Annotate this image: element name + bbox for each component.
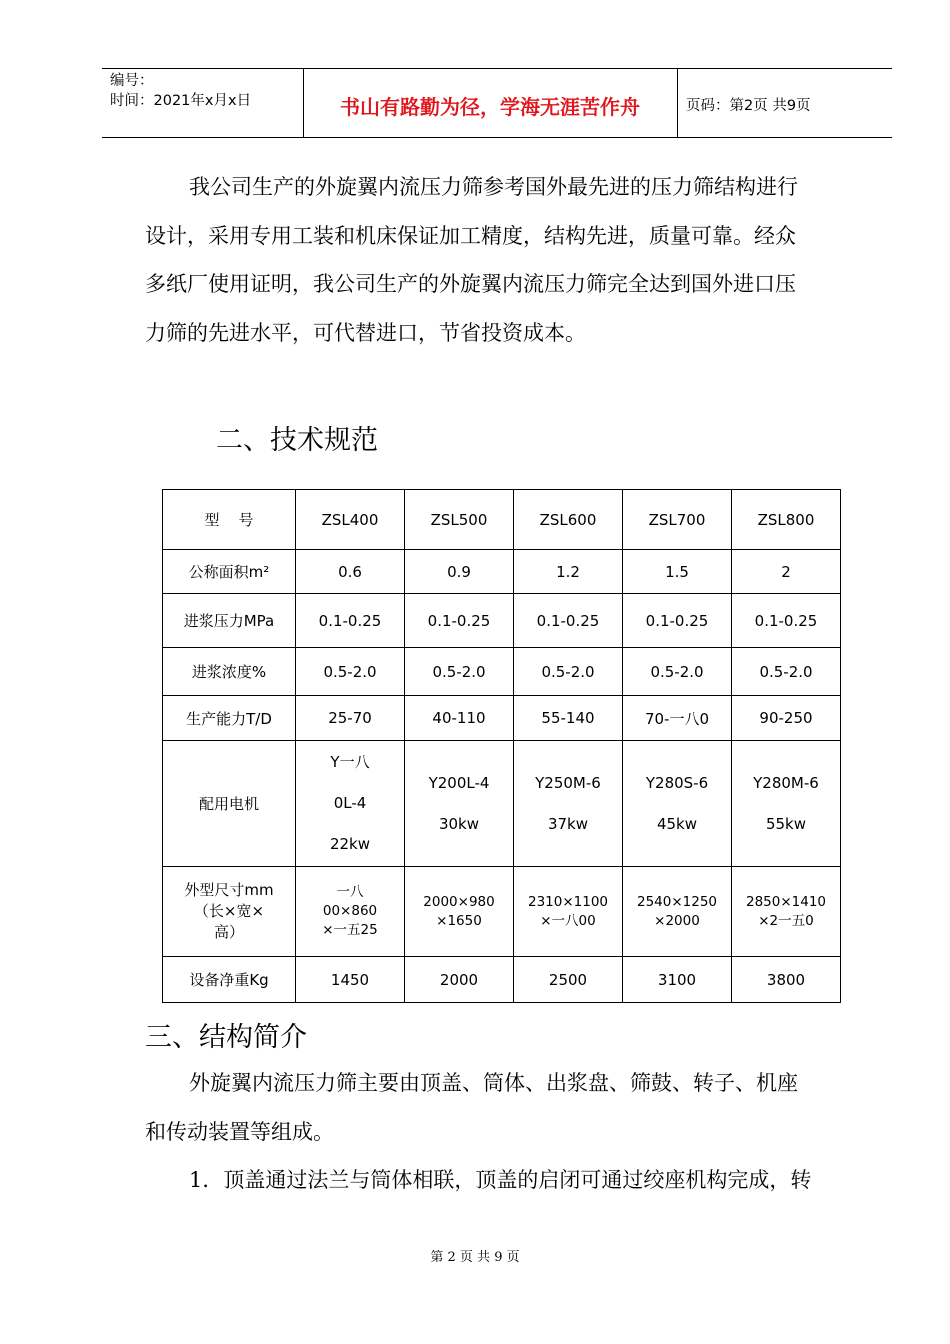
cell-line: ×2000: [654, 912, 700, 929]
table-cell: 0.1-0.25: [514, 594, 623, 648]
cell-line: （长×宽×: [193, 902, 265, 920]
header-divider: [677, 69, 678, 137]
page-header: [102, 68, 892, 138]
cell-line: 45kw: [656, 814, 698, 833]
table-cell: [405, 867, 514, 957]
table-cell: 0.1-0.25: [732, 594, 841, 648]
cell-line: Y200L-4: [428, 773, 490, 792]
table-row: [163, 490, 841, 550]
cell-line: ×一八00: [540, 912, 596, 929]
table-cell: 2: [732, 550, 841, 594]
intro-line: 我公司生产的外旋翼内流压力筛参考国外最先进的压力筛结构进行: [189, 175, 798, 199]
row-label: [163, 867, 296, 957]
row-label: 生产能力T/D: [163, 696, 296, 741]
table-cell: 25-70: [296, 696, 405, 741]
table-row: [163, 594, 841, 648]
table-cell: [405, 741, 514, 867]
section3-paragraph: [145, 1059, 857, 1205]
table-cell: 1.5: [623, 550, 732, 594]
cell-line: Y一八: [330, 753, 370, 771]
table-cell: [623, 741, 732, 867]
header-page-code: 页码：第2页 共9页: [686, 98, 811, 114]
table-row: [163, 648, 841, 696]
table-cell: 0.1-0.25: [623, 594, 732, 648]
table-cell: ZSL600: [514, 490, 623, 550]
spec-table: [162, 489, 841, 1003]
cell-line: 2850×1410: [745, 893, 827, 910]
row-label: 配用电机: [163, 741, 296, 867]
cell-line: 22kw: [329, 835, 371, 853]
body-line: 1．顶盖通过法兰与筒体相联，顶盖的启闭可通过绞座机构完成，转: [189, 1168, 812, 1192]
section-heading: 二、技术规范: [216, 425, 378, 456]
cell-line: 30kw: [438, 814, 480, 833]
table-cell: 0.9: [405, 550, 514, 594]
table-cell: [732, 741, 841, 867]
table-row: [163, 741, 841, 867]
time-label: 时间：2021年x月x日: [110, 93, 252, 109]
table-cell: 2500: [514, 957, 623, 1003]
table-cell: 1450: [296, 957, 405, 1003]
page-footer: 第 2 页 共 9 页: [430, 1250, 520, 1265]
cell-line: 外型尺寸mm: [184, 881, 274, 899]
number-label: 编号：: [110, 73, 154, 89]
cell-line: 0L-4: [333, 794, 367, 812]
table-cell: 0.5-2.0: [623, 648, 732, 696]
table-cell: 0.5-2.0: [732, 648, 841, 696]
table-cell: ZSL800: [732, 490, 841, 550]
cell-line: 2000×980: [423, 893, 495, 910]
table-cell: 3800: [732, 957, 841, 1003]
row-label: 进浆浓度%: [163, 648, 296, 696]
cell-line: 2310×1100: [527, 893, 609, 910]
row-label: 进浆压力MPa: [163, 594, 296, 648]
table-cell: ZSL500: [405, 490, 514, 550]
table-row: [163, 696, 841, 741]
row-label: 型 号: [163, 490, 296, 550]
cell-line: 55kw: [765, 814, 807, 833]
table-cell: [514, 867, 623, 957]
table-cell: 55-140: [514, 696, 623, 741]
intro-paragraph: [145, 163, 857, 357]
table-cell: 90-250: [732, 696, 841, 741]
cell-line: Y250M-6: [535, 773, 601, 792]
body-line: 外旋翼内流压力筛主要由顶盖、筒体、出浆盘、筛鼓、转子、机座: [189, 1071, 798, 1095]
cell-line: 37kw: [547, 814, 589, 833]
table-cell: 2000: [405, 957, 514, 1003]
table-cell: 0.5-2.0: [296, 648, 405, 696]
header-meta: [110, 71, 251, 111]
table-cell: ZSL700: [623, 490, 732, 550]
cell-line: Y280M-6: [753, 773, 819, 792]
table-cell: 0.5-2.0: [405, 648, 514, 696]
table-cell: [732, 867, 841, 957]
table-cell: 40-110: [405, 696, 514, 741]
cell-line: ×2一五0: [758, 912, 814, 929]
intro-line: 设计，采用专用工装和机床保证加工精度，结构先进，质量可靠。经众: [145, 223, 796, 248]
header-motto: 书山有路勤为径，学海无涯苦作舟: [340, 95, 640, 119]
table-row: [163, 550, 841, 594]
row-label: 设备净重Kg: [163, 957, 296, 1003]
cell-line: 一八: [336, 884, 364, 900]
table-cell: [296, 867, 405, 957]
table-cell: 0.1-0.25: [405, 594, 514, 648]
intro-line: 力筛的先进水平，可代替进口，节省投资成本。: [145, 320, 586, 345]
cell-line: Y280S-6: [645, 773, 709, 792]
row-label: 公称面积m²: [163, 550, 296, 594]
table-cell: ZSL400: [296, 490, 405, 550]
body-line: 和传动装置等组成。: [145, 1119, 334, 1144]
intro-line: 多纸厂使用证明，我公司生产的外旋翼内流压力筛完全达到国外进口压: [145, 272, 796, 296]
cell-line: 2540×1250: [636, 893, 718, 910]
table-cell: 3100: [623, 957, 732, 1003]
table-cell: [623, 867, 732, 957]
cell-line: 00×860: [322, 903, 378, 919]
table-cell: 70-一八0: [623, 696, 732, 741]
table-cell: 0.1-0.25: [296, 594, 405, 648]
table-cell: [296, 741, 405, 867]
cell-line: ×一五25: [322, 922, 378, 938]
table-cell: 0.5-2.0: [514, 648, 623, 696]
table-cell: 1.2: [514, 550, 623, 594]
cell-line: 高）: [213, 923, 244, 941]
table-row: [163, 957, 841, 1003]
table-cell: 0.6: [296, 550, 405, 594]
section-heading: 三、结构简介: [145, 1022, 307, 1053]
table-cell: [514, 741, 623, 867]
table-row: [163, 867, 841, 957]
cell-line: ×1650: [436, 912, 482, 929]
